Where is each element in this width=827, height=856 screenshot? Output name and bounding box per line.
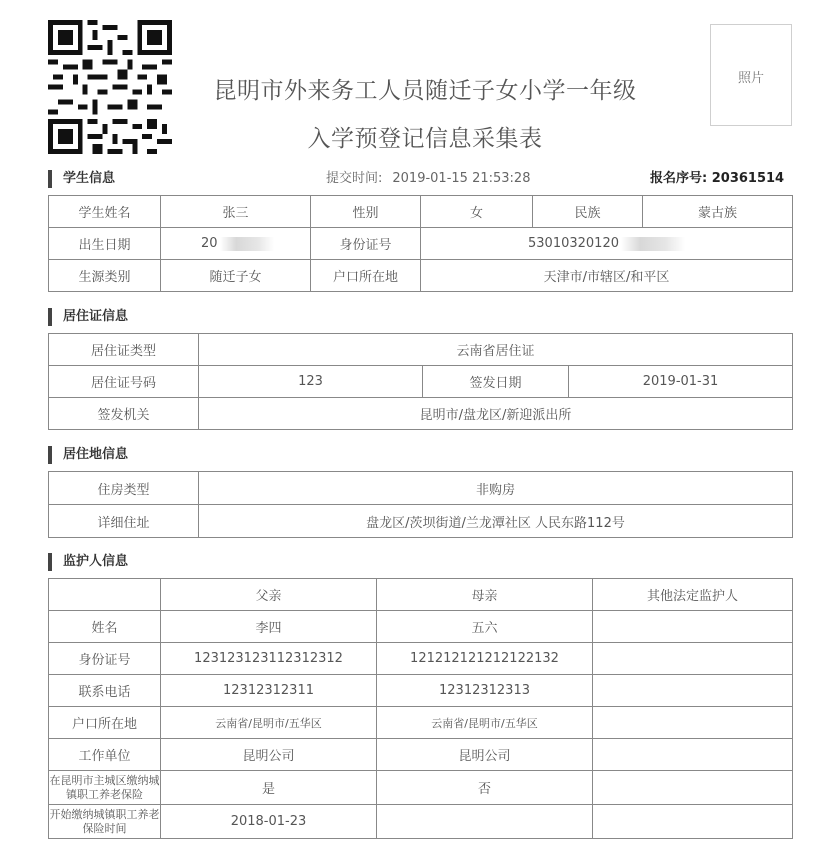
cell-value: 123123123112312312 [161,643,377,675]
cell-value: 云南省居住证 [199,334,793,366]
cell-label: 出生日期 [49,228,161,260]
cell-label: 身份证号 [49,643,161,675]
table-row [49,739,793,771]
cell-label: 住房类型 [49,472,199,505]
cell-value: 12312312313 [377,675,593,707]
cell-value: 否 [377,771,593,805]
table-row [49,505,793,538]
cell-label: 签发机关 [49,398,199,430]
student-id-number: 53010320120 [528,236,619,251]
cell-value: 2019-01-31 [569,366,793,398]
cell-value: 昆明市/盘龙区/新迎派出所 [199,398,793,430]
table-row [49,260,793,292]
section-permit-info: 居住证信息 [48,308,128,326]
cell-label: 联系电话 [49,675,161,707]
cell-value [593,675,793,707]
section-guardian-info: 监护人信息 [48,553,128,571]
table-row [49,643,793,675]
cell-value: 非购房 [199,472,793,505]
table-row [49,398,793,430]
cell-value: 云南省/昆明市/五华区 [161,707,377,739]
table-row [49,675,793,707]
cell-value [593,771,793,805]
cell-label: 身份证号 [311,228,421,260]
table-row [49,228,793,260]
cell-label: 生源类别 [49,260,161,292]
cell-value: 2018-01-23 [161,805,377,839]
student-info-table [48,195,793,292]
cell-value [593,643,793,675]
cell-value: 昆明公司 [377,739,593,771]
cell-label: 民族 [533,196,643,228]
cell-label: 在昆明市主城区缴纳城镇职工养老保险 [49,771,161,805]
submit-time [326,170,530,188]
cell-label: 工作单位 [49,739,161,771]
cell-value: 五六 [377,611,593,643]
cell-value: 云南省/昆明市/五华区 [377,707,593,739]
table-row [49,196,793,228]
table-row [49,805,793,839]
photo-label: 照片 [737,71,764,86]
col-header-mother: 母亲 [377,579,593,611]
cell-value: 女 [421,196,533,228]
registration-number [650,170,784,188]
col-header-father: 父亲 [161,579,377,611]
cell-value: 昆明公司 [161,739,377,771]
section-student-info: 学生信息 [48,170,115,188]
cell-value: 张三 [161,196,311,228]
guardian-info-table [48,578,793,839]
permit-info-table [48,333,793,430]
cell-label: 签发日期 [423,366,569,398]
cell-label: 户口所在地 [311,260,421,292]
table-header-row [49,579,793,611]
cell-label: 居住证号码 [49,366,199,398]
col-header-other-guardian: 其他法定监护人 [593,579,793,611]
cell-label: 居住证类型 [49,334,199,366]
reg-no-label: 报名序号: [650,171,708,186]
residence-info-table [48,471,793,538]
table-row [49,334,793,366]
form-title-line1: 昆明市外来务工人员随迁子女小学一年级 [213,78,637,104]
cell-value [593,805,793,839]
cell-label: 户口所在地 [49,707,161,739]
redaction-blur [220,237,274,251]
section-residence-info: 居住地信息 [48,446,128,464]
reg-no-value: 20361514 [711,171,785,186]
photo-box [710,24,792,126]
cell-value [593,739,793,771]
cell-value [421,228,793,260]
cell-value: 12312312311 [161,675,377,707]
cell-value [377,805,593,839]
table-row [49,707,793,739]
cell-label: 开始缴纳城镇职工养老保险时间 [49,805,161,839]
table-row [49,366,793,398]
cell-value: 盘龙区/茨坝街道/兰龙潭社区 人民东路112号 [199,505,793,538]
cell-value [161,228,311,260]
cell-value: 蒙古族 [643,196,793,228]
redaction-blur [621,237,685,251]
table-row [49,472,793,505]
submit-time-label: 提交时间: [326,171,383,186]
cell-value: 随迁子女 [161,260,311,292]
cell-value: 天津市/市辖区/和平区 [421,260,793,292]
cell-value [593,707,793,739]
table-row [49,611,793,643]
cell-value: 是 [161,771,377,805]
cell-label: 姓名 [49,611,161,643]
cell-value: 李四 [161,611,377,643]
cell-label: 性别 [311,196,421,228]
cell-label: 学生姓名 [49,196,161,228]
header-empty-cell [49,579,161,611]
cell-label: 详细住址 [49,505,199,538]
birth-date: 20 [201,236,218,251]
qr-code [48,20,172,154]
cell-value: 123 [199,366,423,398]
cell-value: 121212121212122132 [377,643,593,675]
form-title-line2: 入学预登记信息采集表 [307,126,543,152]
table-row [49,771,793,805]
cell-value [593,611,793,643]
submit-time-value: 2019-01-15 21:53:28 [392,171,531,186]
